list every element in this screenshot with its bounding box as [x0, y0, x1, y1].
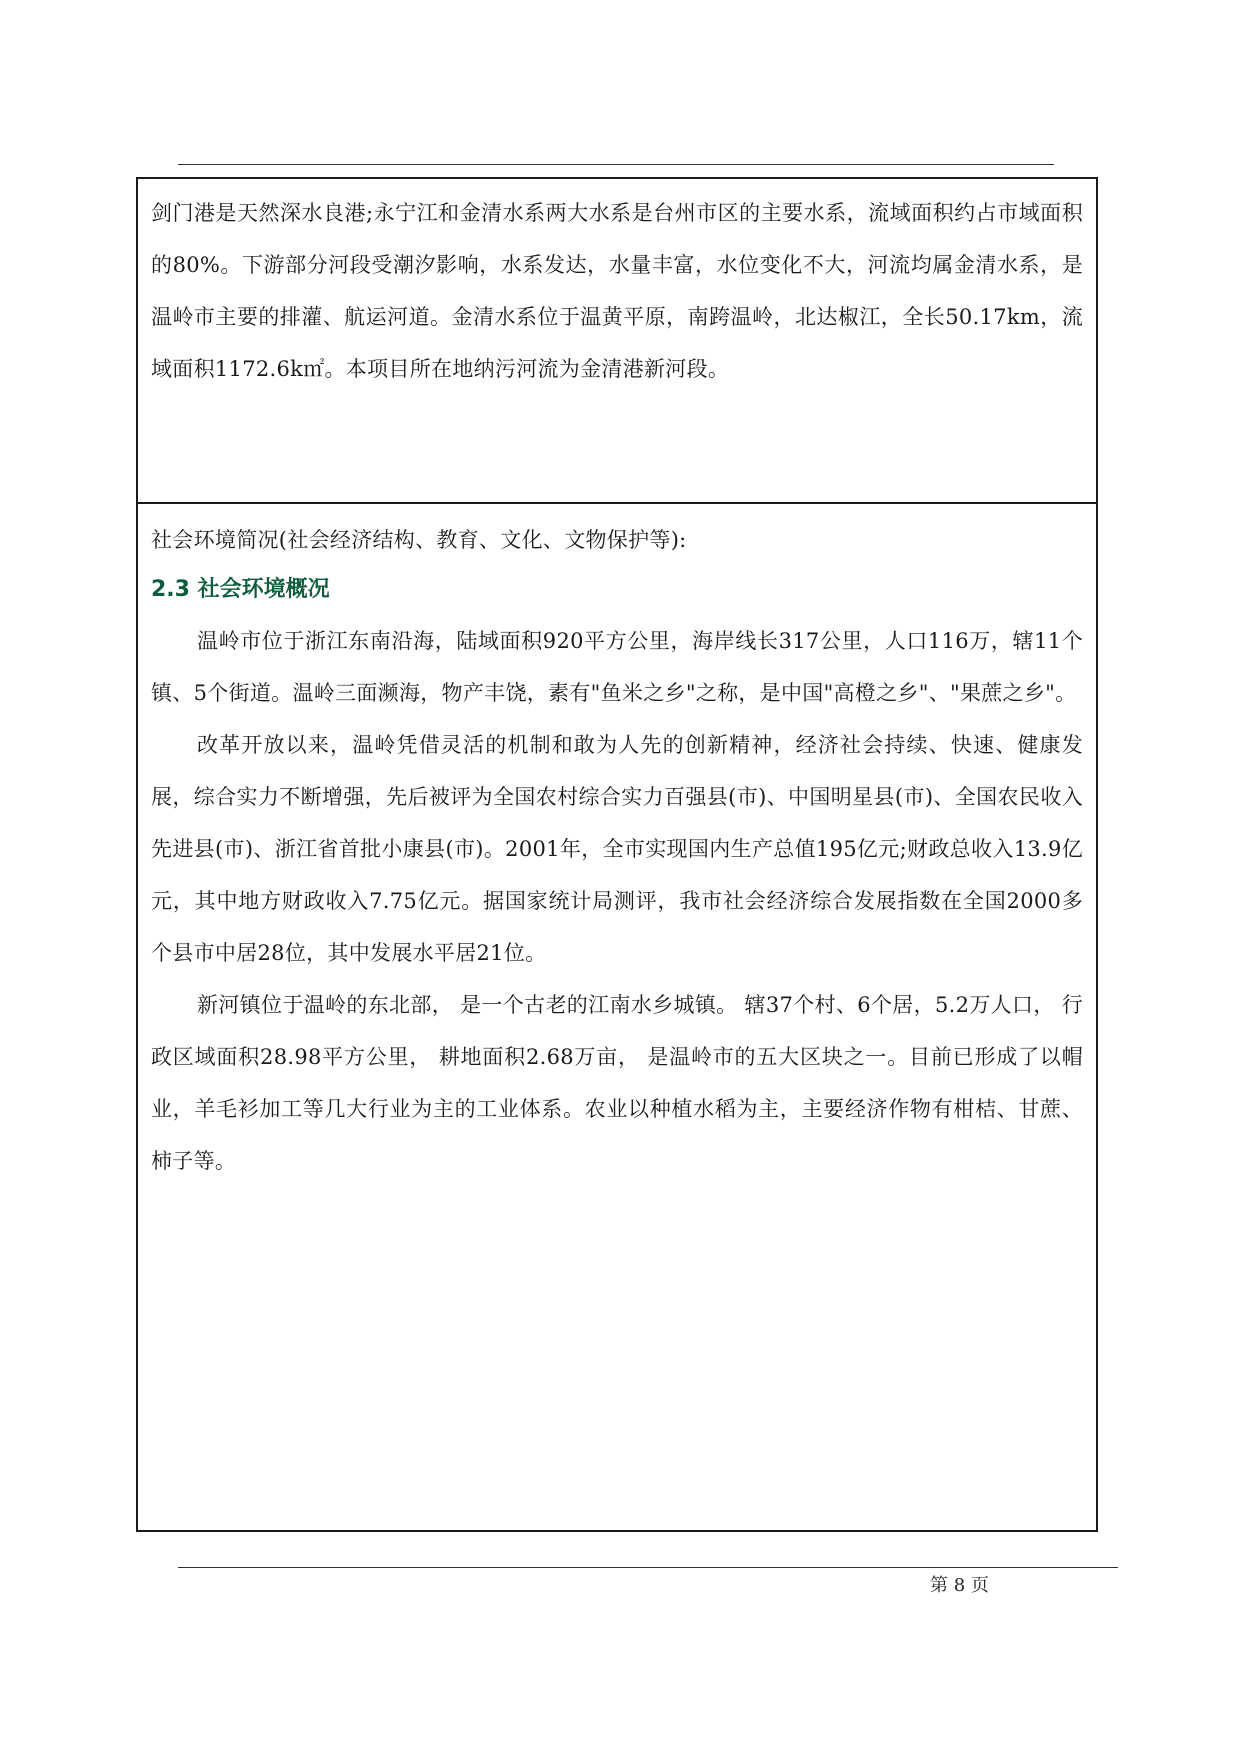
page-number: 第 8 页 [930, 1575, 989, 1596]
footer-rule [178, 1567, 1118, 1568]
paragraph-xinhe-town: 新河镇位于温岭的东北部， 是一个古老的江南水乡城镇。 辖37个村、6个居，5.2万人口， 行政区域面积28.98平方公里， 耕地面积2.68万亩， 是温岭市的五大区块之一。目前已形成了以帽业，羊毛衫加工等几大行业为主的工业体系。农业以种植水稻为主，主要经济作物有柑桔、甘蔗、柿子等。 [151, 993, 1083, 1173]
paragraph-economy: 改革开放以来，温岭凭借灵活的机制和敢为人先的创新精神，经济社会持续、快速、健康发展，综合实力不断增强，先后被评为全国农村综合实力百强县(市)、中国明星县(市)、全国农民收入先进县(市)、浙江省首批小康县(市)。2001年，全市实现国内生产总值195亿元;财政总收入13.9亿元，其中地方财政收入7.75亿元。据国家统计局测评，我市社会经济综合发展指数在全国2000多个县市中居28位，其中发展水平居21位。 [151, 733, 1083, 965]
cell-subtitle: 社会环境简况(社会经济结构、教育、文化、文物保护等): [151, 528, 687, 552]
social-environment-cell [151, 515, 1083, 1187]
header-rule [178, 164, 1054, 165]
hydrology-paragraph: 剑门港是天然深水良港;永宁江和金清水系两大水系是台州市区的主要水系，流域面积约占市域面积的80%。下游部分河段受潮汐影响，水系发达，水量丰富，水位变化不大，河流均属金清水系，是温岭市主要的排灌、航运河道。金清水系位于温黄平原，南跨温岭，北达椒江，全长50.17km，流域面积1172.6k㎡。本项目所在地纳污河流为金清港新河段。 [151, 201, 1083, 381]
section-heading: 2.3 社会环境概况 [151, 577, 330, 602]
paragraph-overview: 温岭市位于浙江东南沿海，陆域面积920平方公里，海岸线长317公里，人口116万，辖11个镇、5个街道。温岭三面濒海，物产丰饶，素有"鱼米之乡"之称，是中国"高橙之乡"、"果蔗之乡"。 [151, 629, 1083, 705]
table-row-divider [138, 502, 1096, 504]
content-table [136, 177, 1098, 1532]
hydrology-cell [151, 187, 1083, 395]
